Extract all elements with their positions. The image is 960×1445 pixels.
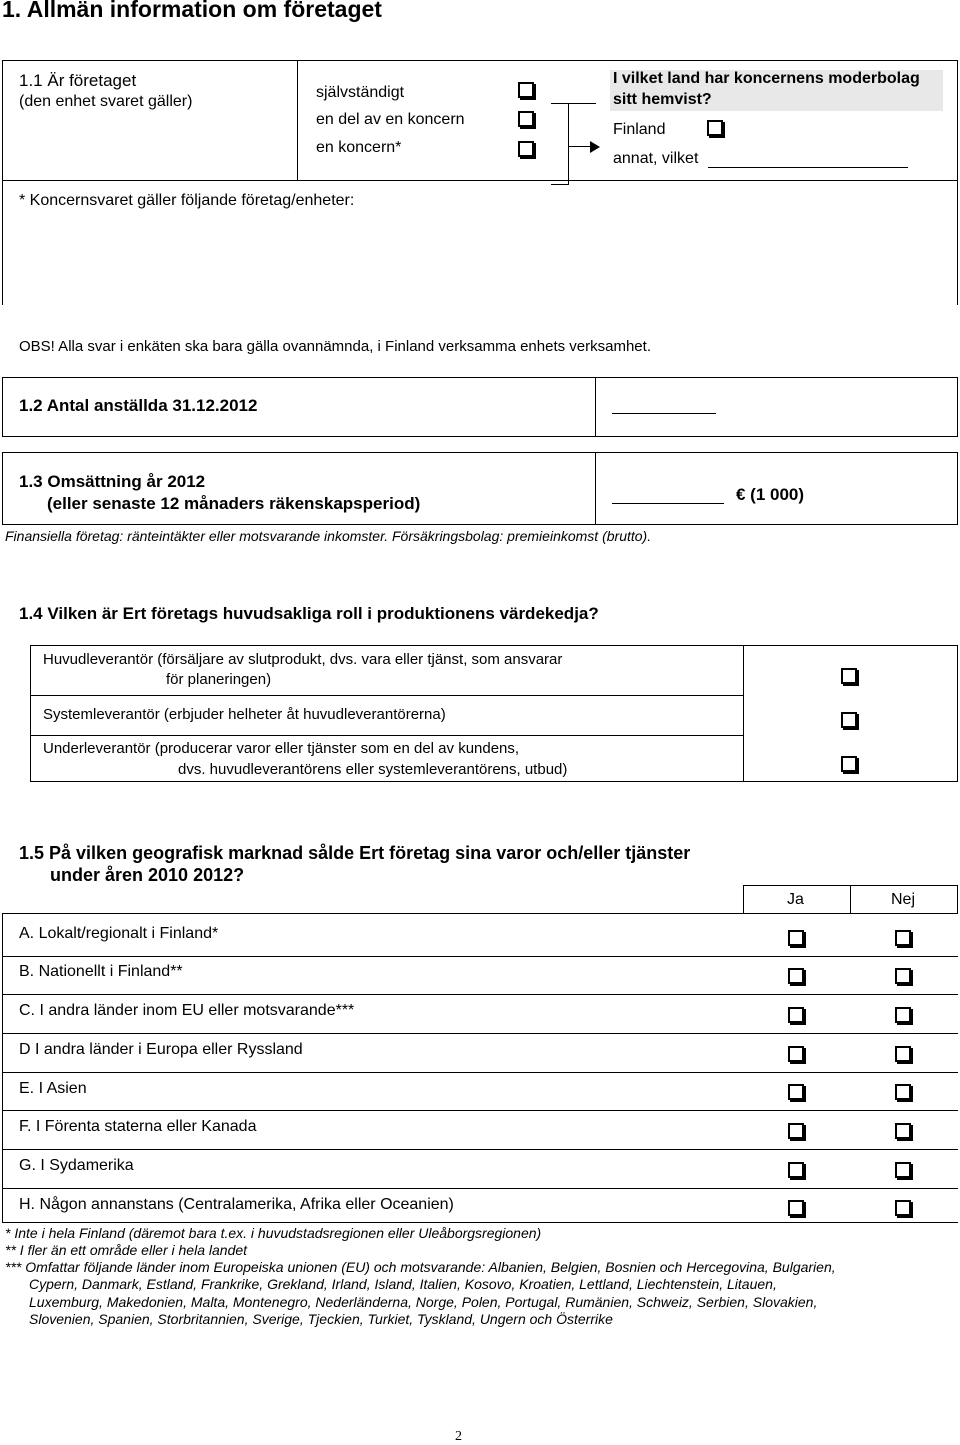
checkbox-c-nej[interactable] xyxy=(895,1007,911,1023)
turnover-label-2: (eller senaste 12 månaders räkenskapsperiod) xyxy=(47,494,421,513)
footnote-2: ** I fler än ett område eller i hela landet xyxy=(5,1242,248,1258)
employees-label: 1.2 Antal anställda 31.12.2012 xyxy=(19,396,258,415)
footnote-1: * Inte i hela Finland (däremot bara t.ex. i huvudstadsregionen eller Uleåborgsregionen) xyxy=(5,1225,542,1241)
footnote-3-cont-3: Slovenien, Spanien, Storbritannien, Sverige, Tjeckien, Turkiet, Tyskland, Ungern och Österrike xyxy=(29,1311,613,1327)
employees-input[interactable] xyxy=(612,413,716,414)
market-row-h: H. Någon annanstans (Centralamerika, Afrika eller Oceanien) xyxy=(19,1196,454,1213)
checkbox-d-ja[interactable] xyxy=(788,1046,804,1062)
checkbox-independent[interactable] xyxy=(518,82,534,98)
market-row-a: A. Lokalt/regionalt i Finland* xyxy=(19,925,219,942)
footnote-3-cont-1: Cypern, Danmark, Estland, Frankrike, Grekland, Irland, Island, Italien, Kosovo, Kroatien, Lettland, Liechtenstein, Litauen, xyxy=(29,1276,777,1292)
checkbox-e-ja[interactable] xyxy=(788,1084,804,1100)
group-units-label: * Koncernsvaret gäller följande företag/enheter: xyxy=(19,192,355,209)
arrow-right-icon xyxy=(590,141,600,153)
role-main-supplier-2: för planeringen) xyxy=(166,671,272,688)
other-country-input[interactable] xyxy=(708,167,908,168)
checkbox-finland[interactable] xyxy=(707,120,723,136)
checkbox-h-ja[interactable] xyxy=(788,1200,804,1216)
checkbox-a-nej[interactable] xyxy=(895,930,911,946)
turnover-input[interactable] xyxy=(612,503,724,504)
other-country-label: annat, vilket xyxy=(613,150,699,167)
checkbox-d-nej[interactable] xyxy=(895,1046,911,1062)
parent-country-question-2: sitt hemvist? xyxy=(613,91,712,108)
finland-label: Finland xyxy=(613,121,666,138)
section-1-1-sub: (den enhet svaret gäller) xyxy=(19,93,193,110)
market-row-e: E. I Asien xyxy=(19,1080,87,1097)
market-row-b: B. Nationellt i Finland** xyxy=(19,963,183,980)
turnover-unit: € (1 000) xyxy=(736,485,805,504)
role-subcontractor: Underleverantör (producerar varor eller tjänster som en del av kundens, xyxy=(43,740,520,757)
checkbox-c-ja[interactable] xyxy=(788,1007,804,1023)
checkbox-b-ja[interactable] xyxy=(788,968,804,984)
section-1-5-question: 1.5 På vilken geografisk marknad sålde Ert företag sina varor och/eller tjänster xyxy=(19,843,691,863)
market-row-g: G. I Sydamerika xyxy=(19,1157,134,1174)
role-system-supplier: Systemleverantör (erbjuder helheter åt huvudleverantörerna) xyxy=(43,706,446,723)
column-ja: Ja xyxy=(787,891,804,908)
checkbox-f-ja[interactable] xyxy=(788,1123,804,1139)
checkbox-subcontractor[interactable] xyxy=(841,756,857,772)
role-subcontractor-2: dvs. huvudleverantörens eller systemleverantörens, utbud) xyxy=(178,761,568,778)
option-independent-label: självständigt xyxy=(316,84,405,101)
checkbox-h-nej[interactable] xyxy=(895,1200,911,1216)
footnote-3-cont-2: Luxemburg, Makedonien, Malta, Montenegro, Nederländerna, Norge, Polen, Portugal, Rumänien, Schweiz, Serbien, Slovakien, xyxy=(29,1294,818,1310)
checkbox-g-ja[interactable] xyxy=(788,1162,804,1178)
option-group-label: en koncern* xyxy=(316,139,402,156)
page-number: 2 xyxy=(455,1429,462,1444)
column-nej: Nej xyxy=(891,891,916,908)
market-row-f: F. I Förenta staterna eller Kanada xyxy=(19,1118,257,1135)
section-1-4-question: 1.4 Vilken är Ert företags huvudsakliga roll i produktionens värdekedja? xyxy=(19,604,599,623)
market-row-c: C. I andra länder inom EU eller motsvarande*** xyxy=(19,1002,355,1019)
checkbox-b-nej[interactable] xyxy=(895,968,911,984)
checkbox-a-ja[interactable] xyxy=(788,930,804,946)
option-group-member-label: en del av en koncern xyxy=(316,111,465,128)
turnover-label: 1.3 Omsättning år 2012 xyxy=(19,472,206,491)
market-row-d: D I andra länder i Europa eller Ryssland xyxy=(19,1041,303,1058)
checkbox-group-member[interactable] xyxy=(518,111,534,127)
checkbox-group[interactable] xyxy=(518,141,534,157)
obs-note: OBS! Alla svar i enkäten ska bara gälla ovannämnda, i Finland verksamma enhets verksamhet. xyxy=(19,338,651,355)
checkbox-f-nej[interactable] xyxy=(895,1123,911,1139)
page-title: 1. Allmän information om företaget xyxy=(2,0,382,22)
role-main-supplier: Huvudleverantör (försäljare av slutprodukt, dvs. vara eller tjänst, som ansvarar xyxy=(43,651,563,668)
checkbox-main-supplier[interactable] xyxy=(841,668,857,684)
turnover-note: Finansiella företag: ränteintäkter eller motsvarande inkomster. Försäkringsbolag: premieinkomst (brutto). xyxy=(5,528,652,544)
checkbox-e-nej[interactable] xyxy=(895,1084,911,1100)
footnote-3: *** Omfattar följande länder inom Europeiska unionen (EU) och motsvarande: Albanien, Belgien, Bosnien och Hercegovina, Bulgarien, xyxy=(5,1259,836,1275)
section-1-1-heading: 1.1 Är företaget xyxy=(19,71,137,90)
section-1-5-question-2: under åren 2010 2012? xyxy=(50,865,245,885)
parent-country-question: I vilket land har koncernens moderbolag xyxy=(613,70,920,87)
checkbox-system-supplier[interactable] xyxy=(841,712,857,728)
checkbox-g-nej[interactable] xyxy=(895,1162,911,1178)
